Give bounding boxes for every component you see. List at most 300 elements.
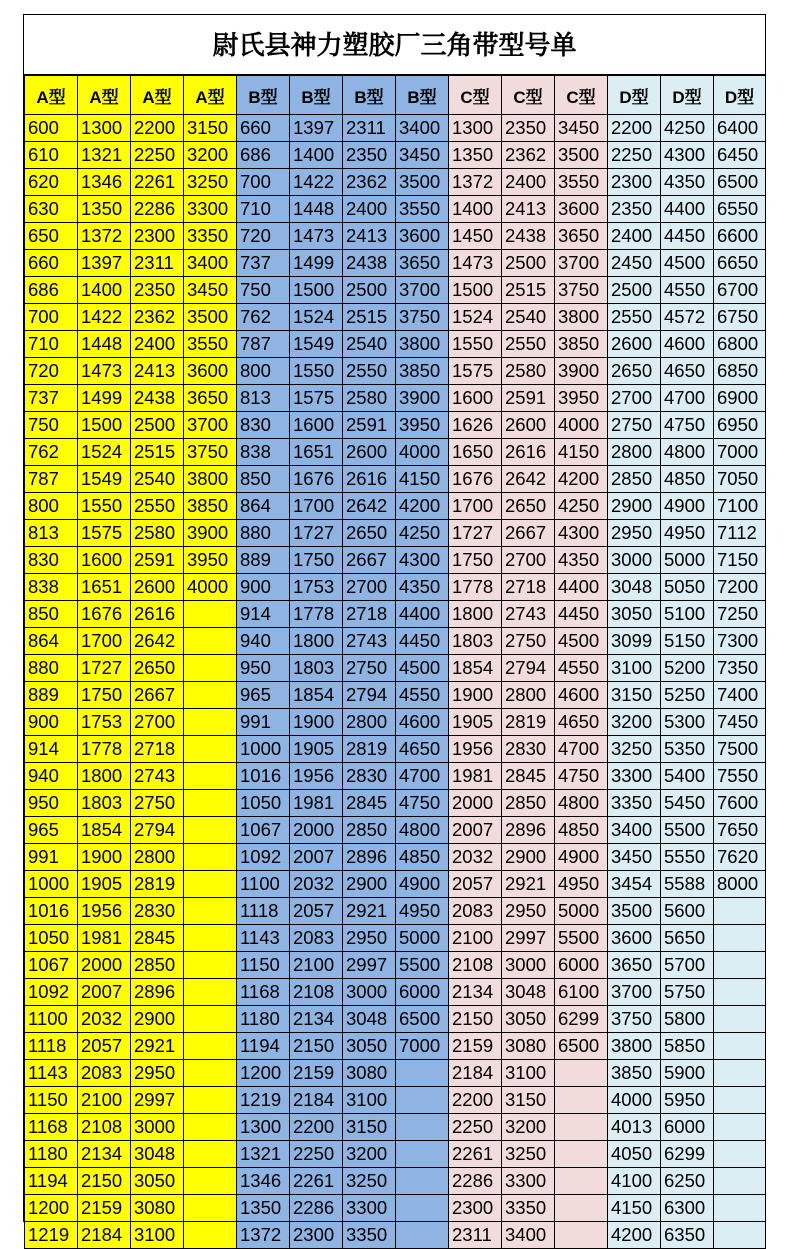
table-cell: 2819 (343, 736, 396, 763)
table-cell: 2540 (343, 331, 396, 358)
column-header: D型 (661, 76, 714, 115)
table-cell (184, 1114, 237, 1141)
table-cell: 4700 (661, 385, 714, 412)
table-cell: 6900 (714, 385, 766, 412)
table-cell: 2000 (449, 790, 502, 817)
table-cell: 914 (237, 601, 290, 628)
table-cell: 3150 (502, 1087, 555, 1114)
table-cell (184, 763, 237, 790)
table-cell: 5150 (661, 628, 714, 655)
table-cell: 3750 (555, 277, 608, 304)
table-cell: 6750 (714, 304, 766, 331)
table-cell (184, 844, 237, 871)
table-cell: 4850 (396, 844, 449, 871)
table-row (25, 547, 766, 574)
table-cell (184, 1033, 237, 1060)
table-row (25, 250, 766, 277)
table-cell: 5700 (661, 952, 714, 979)
table-cell: 2794 (502, 655, 555, 682)
table-cell: 5750 (661, 979, 714, 1006)
table-cell: 5588 (661, 871, 714, 898)
table-cell (184, 871, 237, 898)
table-cell: 2300 (131, 223, 184, 250)
table-cell: 2400 (343, 196, 396, 223)
table-cell: 3500 (184, 304, 237, 331)
table-cell: 3550 (184, 331, 237, 358)
table-cell: 2100 (78, 1087, 131, 1114)
table-cell: 2700 (343, 574, 396, 601)
table-cell: 6000 (396, 979, 449, 1006)
table-cell (555, 1060, 608, 1087)
table-cell: 3950 (555, 385, 608, 412)
table-cell (555, 1168, 608, 1195)
table-cell: 1350 (449, 142, 502, 169)
table-cell: 2600 (608, 331, 661, 358)
table-cell (714, 1168, 766, 1195)
table-cell: 2108 (78, 1114, 131, 1141)
table-row (25, 601, 766, 628)
table-cell: 4800 (661, 439, 714, 466)
table-cell: 800 (237, 358, 290, 385)
table-cell: 940 (237, 628, 290, 655)
table-cell: 1981 (78, 925, 131, 952)
table-cell: 1067 (237, 817, 290, 844)
table-cell: 3048 (131, 1141, 184, 1168)
table-cell: 2515 (131, 439, 184, 466)
table-cell (396, 1168, 449, 1195)
table-row (25, 142, 766, 169)
table-cell: 3750 (184, 439, 237, 466)
table-cell (555, 1195, 608, 1222)
table-cell: 1321 (237, 1141, 290, 1168)
table-cell: 750 (25, 412, 78, 439)
table-cell: 1600 (78, 547, 131, 574)
column-header: C型 (449, 76, 502, 115)
table-cell: 2032 (449, 844, 502, 871)
table-cell: 2997 (131, 1087, 184, 1114)
table-cell: 4500 (396, 655, 449, 682)
table-cell: 2600 (131, 574, 184, 601)
table-cell: 6300 (661, 1195, 714, 1222)
table-row (25, 574, 766, 601)
table-cell: 2718 (131, 736, 184, 763)
column-header: A型 (184, 76, 237, 115)
table-cell: 2921 (131, 1033, 184, 1060)
table-cell: 2650 (608, 358, 661, 385)
table-cell: 2286 (131, 196, 184, 223)
table-cell: 5000 (396, 925, 449, 952)
table-cell: 889 (25, 682, 78, 709)
table-cell (714, 898, 766, 925)
table-cell: 7620 (714, 844, 766, 871)
table-cell: 7100 (714, 493, 766, 520)
table-cell: 5200 (661, 655, 714, 682)
table-cell (184, 1006, 237, 1033)
table-cell: 2413 (502, 196, 555, 223)
table-cell: 3700 (608, 979, 661, 1006)
table-cell: 1200 (237, 1060, 290, 1087)
table-cell: 1350 (78, 196, 131, 223)
table-cell: 1219 (25, 1222, 78, 1249)
table-cell: 3750 (396, 304, 449, 331)
table-cell: 1905 (449, 709, 502, 736)
table-cell: 5500 (661, 817, 714, 844)
table-cell: 3350 (502, 1195, 555, 1222)
table-cell: 2580 (502, 358, 555, 385)
table-cell: 6000 (661, 1114, 714, 1141)
belt-size-table (24, 75, 766, 1249)
table-cell: 2650 (502, 493, 555, 520)
table-cell: 2108 (449, 952, 502, 979)
table-cell: 4950 (661, 520, 714, 547)
table-cell: 2184 (290, 1087, 343, 1114)
table-cell (184, 682, 237, 709)
table-cell (714, 1087, 766, 1114)
table-cell: 700 (237, 169, 290, 196)
table-cell (184, 817, 237, 844)
table-cell: 6299 (555, 1006, 608, 1033)
table-cell: 2362 (343, 169, 396, 196)
column-header: B型 (343, 76, 396, 115)
table-cell: 3650 (608, 952, 661, 979)
table-cell: 2159 (290, 1060, 343, 1087)
table-cell: 2032 (78, 1006, 131, 1033)
table-cell: 5500 (555, 925, 608, 952)
table-row (25, 1168, 766, 1195)
table-cell: 1981 (290, 790, 343, 817)
table-cell: 3450 (608, 844, 661, 871)
table-row (25, 817, 766, 844)
table-cell: 4600 (396, 709, 449, 736)
table-cell: 6299 (661, 1141, 714, 1168)
table-cell: 3700 (184, 412, 237, 439)
table-cell: 3900 (555, 358, 608, 385)
table-cell: 3300 (502, 1168, 555, 1195)
column-header: B型 (290, 76, 343, 115)
table-cell: 4050 (608, 1141, 661, 1168)
table-cell: 1194 (237, 1033, 290, 1060)
table-cell: 1956 (78, 898, 131, 925)
table-cell: 880 (237, 520, 290, 547)
table-cell: 1180 (237, 1006, 290, 1033)
table-cell: 7050 (714, 466, 766, 493)
table-cell: 3550 (555, 169, 608, 196)
table-cell: 1473 (78, 358, 131, 385)
table-cell: 2845 (131, 925, 184, 952)
table-cell: 4300 (555, 520, 608, 547)
table-cell: 1500 (449, 277, 502, 304)
table-cell: 3600 (396, 223, 449, 250)
table-cell: 3048 (502, 979, 555, 1006)
table-cell: 838 (25, 574, 78, 601)
table-cell: 2500 (608, 277, 661, 304)
table-cell (184, 1222, 237, 1249)
table-cell: 2350 (343, 142, 396, 169)
table-cell: 2800 (608, 439, 661, 466)
table-cell: 3400 (396, 115, 449, 142)
table-cell: 3080 (502, 1033, 555, 1060)
table-cell: 965 (25, 817, 78, 844)
table-cell: 3200 (343, 1141, 396, 1168)
table-cell: 2057 (78, 1033, 131, 1060)
table-cell: 1397 (78, 250, 131, 277)
table-cell: 3400 (184, 250, 237, 277)
table-cell (184, 1060, 237, 1087)
table-cell (555, 1141, 608, 1168)
table-cell: 1549 (290, 331, 343, 358)
table-cell: 2718 (502, 574, 555, 601)
table-row (25, 115, 766, 142)
table-cell (555, 1222, 608, 1249)
table-cell: 1549 (78, 466, 131, 493)
table-cell: 2800 (343, 709, 396, 736)
table-cell: 2743 (343, 628, 396, 655)
table-cell: 4150 (396, 466, 449, 493)
table-cell: 2007 (449, 817, 502, 844)
table-row (25, 628, 766, 655)
table-cell (714, 1141, 766, 1168)
table-cell: 630 (25, 196, 78, 223)
table-cell: 6950 (714, 412, 766, 439)
table-cell: 4750 (555, 763, 608, 790)
table-cell: 3550 (396, 196, 449, 223)
table-cell: 6450 (714, 142, 766, 169)
table-cell: 3650 (555, 223, 608, 250)
table-cell: 940 (25, 763, 78, 790)
table-cell (714, 925, 766, 952)
table-cell: 4400 (555, 574, 608, 601)
table-cell (714, 1195, 766, 1222)
table-cell: 2083 (449, 898, 502, 925)
table-cell: 4550 (396, 682, 449, 709)
table-row (25, 331, 766, 358)
table-cell: 1346 (237, 1168, 290, 1195)
table-cell: 5300 (661, 709, 714, 736)
table-cell: 2819 (502, 709, 555, 736)
table-cell: 4000 (184, 574, 237, 601)
table-cell: 2700 (502, 547, 555, 574)
table-cell: 4450 (661, 223, 714, 250)
table-row (25, 682, 766, 709)
table-cell: 2100 (449, 925, 502, 952)
table-cell: 650 (25, 223, 78, 250)
table-cell: 1905 (290, 736, 343, 763)
table-cell: 686 (25, 277, 78, 304)
table-cell: 3400 (608, 817, 661, 844)
table-cell: 2850 (502, 790, 555, 817)
table-cell: 900 (25, 709, 78, 736)
table-cell: 2921 (502, 871, 555, 898)
table-cell: 1422 (290, 169, 343, 196)
table-cell: 2997 (502, 925, 555, 952)
table-cell: 2718 (343, 601, 396, 628)
table-cell: 2850 (343, 817, 396, 844)
table-cell: 800 (25, 493, 78, 520)
table-cell: 3050 (343, 1033, 396, 1060)
table-cell: 2550 (131, 493, 184, 520)
table-cell: 3080 (343, 1060, 396, 1087)
table-cell: 4650 (661, 358, 714, 385)
table-cell: 787 (25, 466, 78, 493)
table-cell: 3050 (131, 1168, 184, 1195)
table-cell: 5800 (661, 1006, 714, 1033)
table-cell: 2400 (608, 223, 661, 250)
table-cell: 3150 (608, 682, 661, 709)
table-cell: 1168 (25, 1114, 78, 1141)
table-cell (396, 1060, 449, 1087)
table-cell: 2150 (449, 1006, 502, 1033)
table-cell: 1753 (290, 574, 343, 601)
table-cell: 4450 (555, 601, 608, 628)
table-cell: 3100 (502, 1060, 555, 1087)
table-cell: 2900 (131, 1006, 184, 1033)
table-cell: 3350 (184, 223, 237, 250)
table-cell: 2540 (131, 466, 184, 493)
table-cell: 2200 (449, 1087, 502, 1114)
table-cell: 7000 (714, 439, 766, 466)
table-cell: 3700 (555, 250, 608, 277)
table-cell: 2515 (502, 277, 555, 304)
table-cell: 2850 (608, 466, 661, 493)
table-cell: 1321 (78, 142, 131, 169)
table-cell: 7250 (714, 601, 766, 628)
table-cell (714, 952, 766, 979)
table-cell: 3850 (608, 1060, 661, 1087)
table-cell: 3100 (343, 1087, 396, 1114)
table-cell: 5100 (661, 601, 714, 628)
table-cell: 1900 (449, 682, 502, 709)
table-cell: 1350 (237, 1195, 290, 1222)
table-row (25, 277, 766, 304)
table-cell: 1750 (449, 547, 502, 574)
table-cell: 2600 (343, 439, 396, 466)
table-cell: 2616 (131, 601, 184, 628)
table-cell: 3250 (608, 736, 661, 763)
table-row (25, 196, 766, 223)
table-cell: 1400 (78, 277, 131, 304)
table-cell: 4650 (555, 709, 608, 736)
table-cell: 2200 (131, 115, 184, 142)
table-cell: 3250 (184, 169, 237, 196)
table-cell: 950 (237, 655, 290, 682)
table-cell: 4200 (396, 493, 449, 520)
table-cell: 813 (237, 385, 290, 412)
table-cell: 2591 (502, 385, 555, 412)
table-cell: 1651 (290, 439, 343, 466)
table-cell: 1803 (290, 655, 343, 682)
table-cell: 2150 (78, 1168, 131, 1195)
table-cell: 6350 (661, 1222, 714, 1249)
table-row (25, 493, 766, 520)
table-cell: 3000 (343, 979, 396, 1006)
table-cell: 2830 (131, 898, 184, 925)
table-cell: 2642 (131, 628, 184, 655)
table-cell: 2350 (608, 196, 661, 223)
table-cell: 1150 (25, 1087, 78, 1114)
table-cell (396, 1222, 449, 1249)
table-cell: 700 (25, 304, 78, 331)
table-cell: 850 (25, 601, 78, 628)
table-cell: 1700 (290, 493, 343, 520)
table-row (25, 1060, 766, 1087)
table-cell: 2650 (343, 520, 396, 547)
table-cell: 1700 (449, 493, 502, 520)
table-cell: 4450 (396, 628, 449, 655)
table-cell: 1372 (449, 169, 502, 196)
table-cell (714, 1060, 766, 1087)
column-header: D型 (608, 76, 661, 115)
table-cell: 3450 (184, 277, 237, 304)
table-cell: 4250 (661, 115, 714, 142)
table-cell: 1397 (290, 115, 343, 142)
table-cell: 7600 (714, 790, 766, 817)
table-cell: 3850 (555, 331, 608, 358)
table-cell: 1750 (78, 682, 131, 709)
table-cell: 1800 (290, 628, 343, 655)
table-cell: 1676 (449, 466, 502, 493)
table-row (25, 898, 766, 925)
table-cell: 1524 (449, 304, 502, 331)
table-cell: 2362 (131, 304, 184, 331)
table-cell: 5050 (661, 574, 714, 601)
table-cell: 1450 (449, 223, 502, 250)
table-cell: 1550 (78, 493, 131, 520)
table-cell: 7000 (396, 1033, 449, 1060)
table-cell: 720 (237, 223, 290, 250)
table-cell: 3454 (608, 871, 661, 898)
table-cell: 1900 (290, 709, 343, 736)
table-cell (714, 1033, 766, 1060)
column-header: C型 (502, 76, 555, 115)
table-cell: 2896 (343, 844, 396, 871)
table-cell: 4950 (396, 898, 449, 925)
table-cell: 1092 (25, 979, 78, 1006)
table-cell: 2896 (131, 979, 184, 1006)
table-cell: 1778 (449, 574, 502, 601)
table-row (25, 1195, 766, 1222)
table-cell (396, 1195, 449, 1222)
table-cell: 4200 (608, 1222, 661, 1249)
table-cell: 3450 (555, 115, 608, 142)
table-cell: 7400 (714, 682, 766, 709)
table-cell: 2921 (343, 898, 396, 925)
table-body (25, 115, 766, 1249)
table-cell: 4572 (661, 304, 714, 331)
table-cell: 880 (25, 655, 78, 682)
table-cell: 850 (237, 466, 290, 493)
table-cell: 7450 (714, 709, 766, 736)
table-cell: 2550 (343, 358, 396, 385)
table-cell: 2591 (343, 412, 396, 439)
table-cell: 3200 (184, 142, 237, 169)
table-cell: 737 (237, 250, 290, 277)
table-cell (184, 601, 237, 628)
table-cell: 2032 (290, 871, 343, 898)
table-cell: 2667 (502, 520, 555, 547)
table-cell: 991 (25, 844, 78, 871)
table-cell: 1016 (237, 763, 290, 790)
table-cell: 5850 (661, 1033, 714, 1060)
table-cell: 4500 (661, 250, 714, 277)
table-cell: 7112 (714, 520, 766, 547)
table-cell: 1092 (237, 844, 290, 871)
table-cell (396, 1141, 449, 1168)
table-cell: 2800 (131, 844, 184, 871)
column-header: A型 (78, 76, 131, 115)
table-cell: 1550 (290, 358, 343, 385)
table-cell: 5950 (661, 1087, 714, 1114)
table-cell: 1727 (290, 520, 343, 547)
